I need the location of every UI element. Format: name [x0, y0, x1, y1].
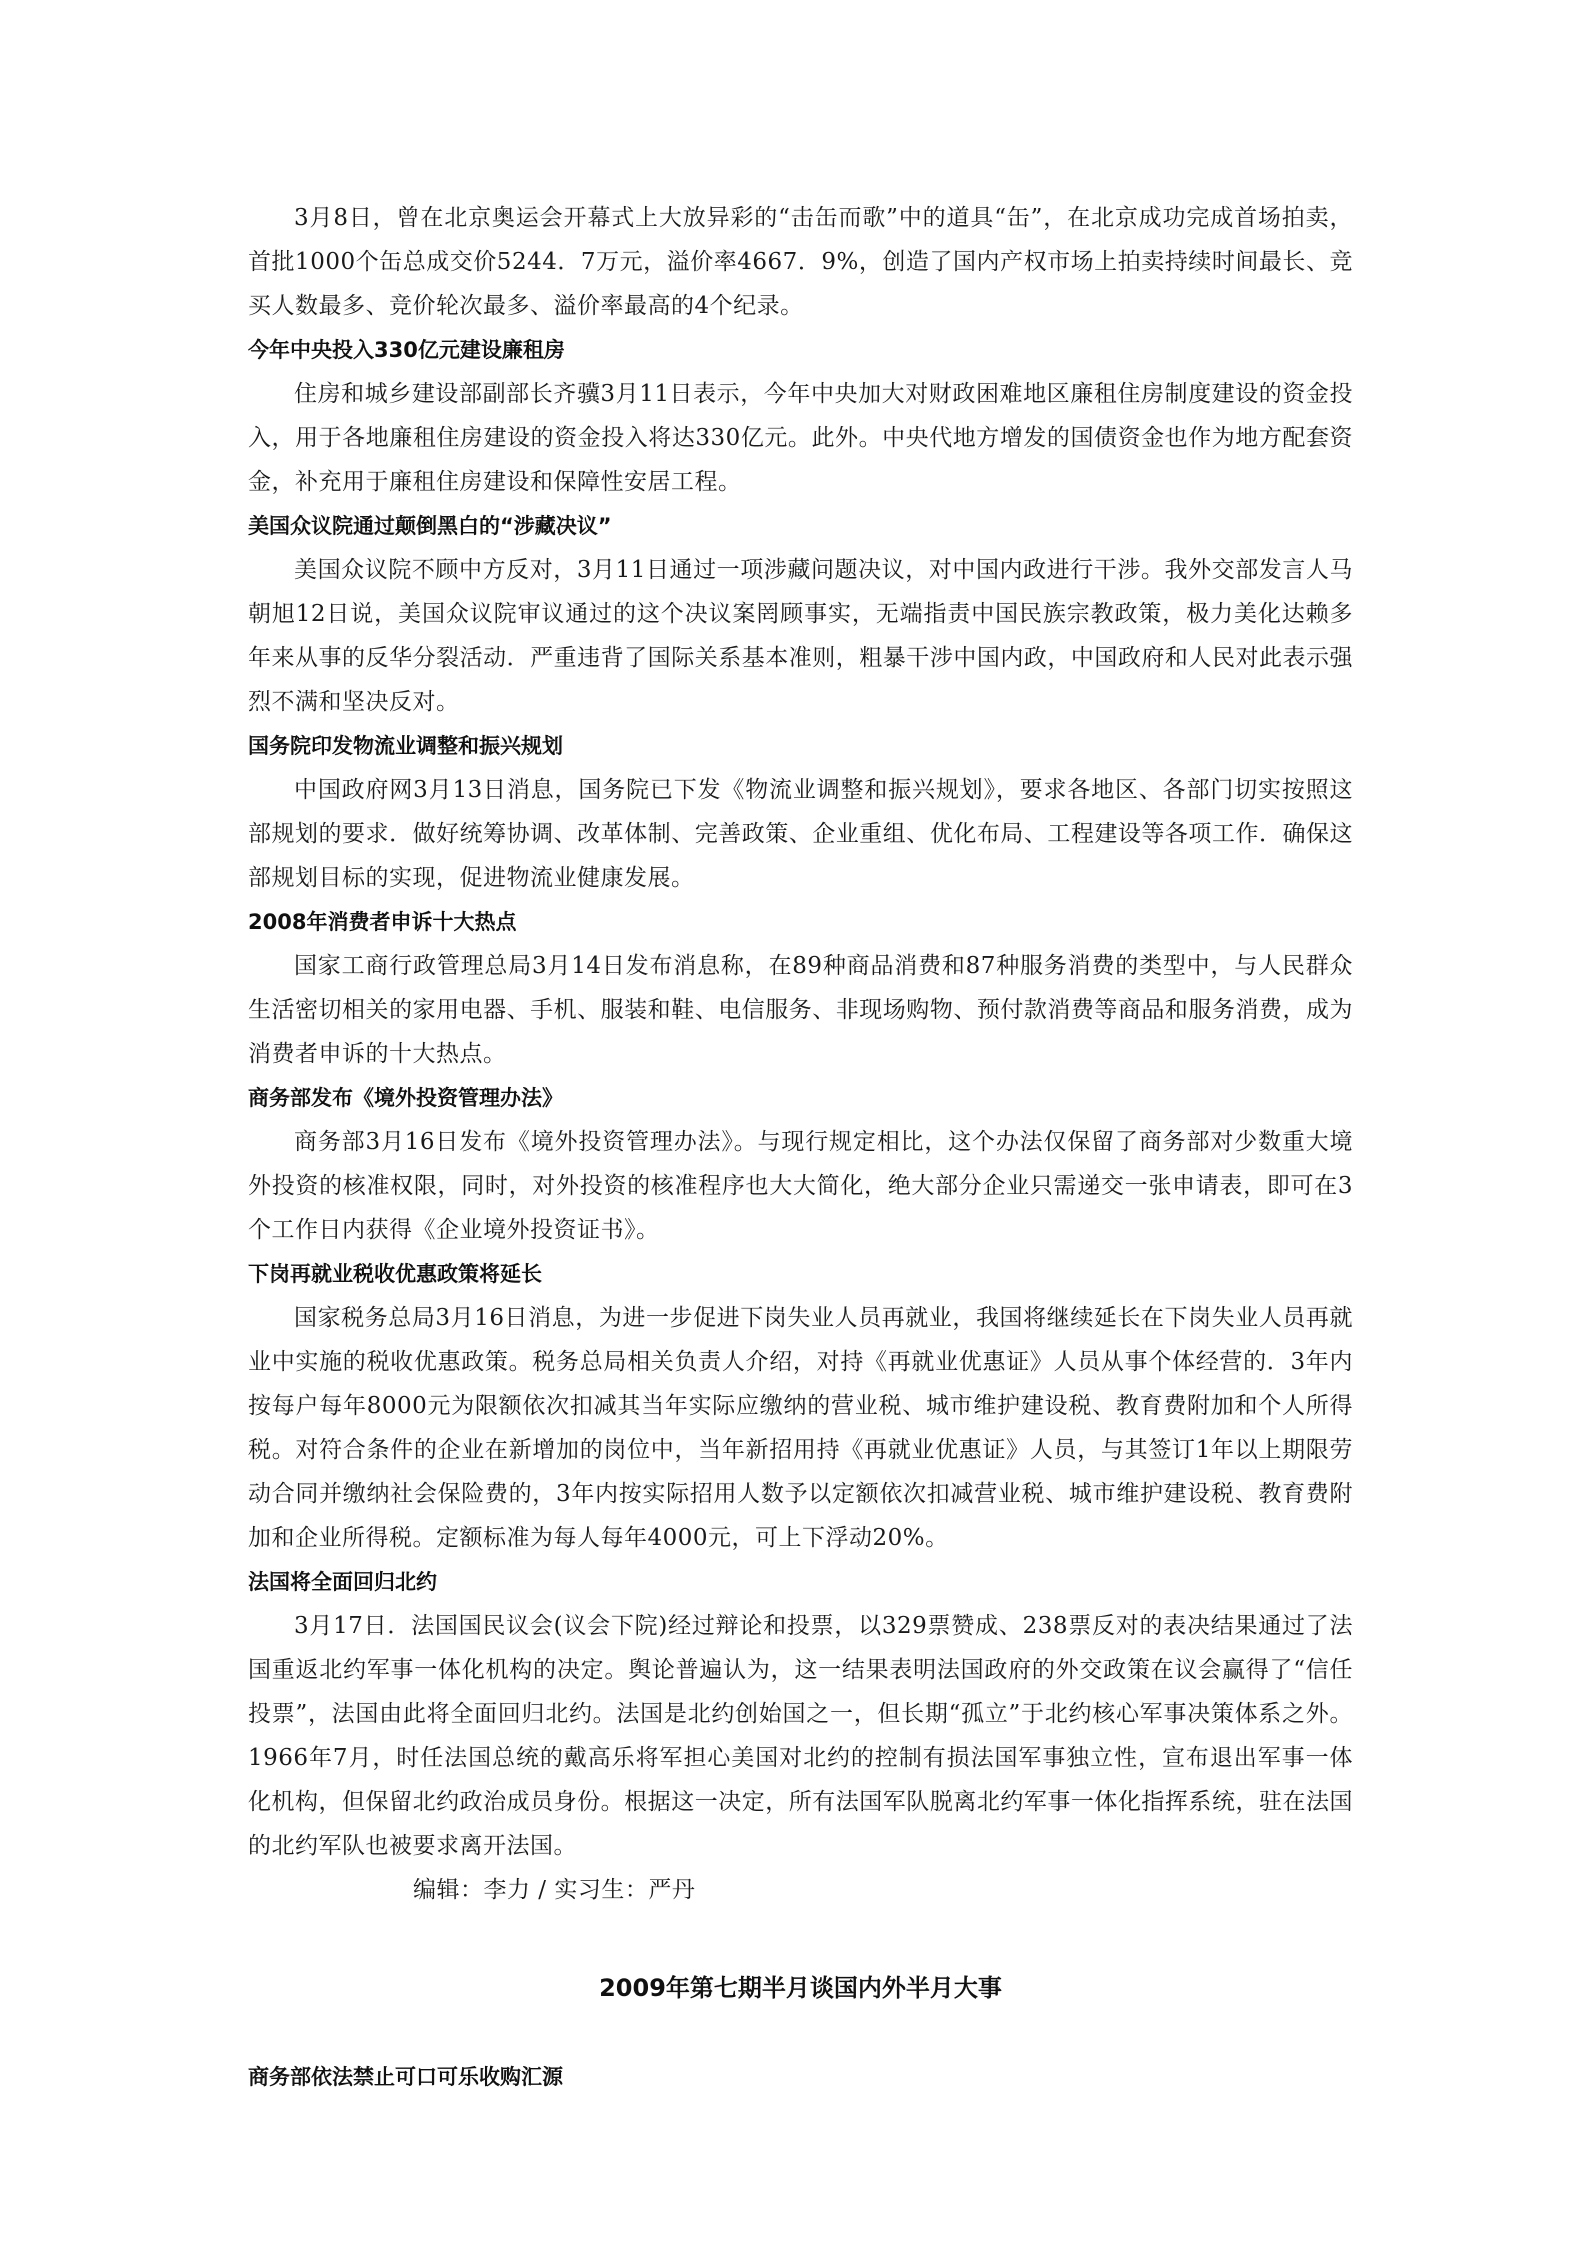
article-body: 国家工商行政管理总局3月14日发布消息称，在89种商品消费和87种服务消费的类型中，与人民群众生活密切相关的家用电器、手机、服装和鞋、电信服务、非现场购物、预付款消费等商品和服务消费，成为消费者申诉的十大热点。	[248, 953, 1353, 1067]
editor-credit: 编辑：李力 / 实习生：严丹	[413, 1877, 696, 1903]
article-column	[248, 196, 1353, 2099]
article-headline: 商务部发布《境外投资管理办法》	[248, 1086, 563, 1110]
next-article-headline: 商务部依法禁止可口可乐收购汇源	[248, 2065, 563, 2089]
article-body: 国家税务总局3月16日消息，为进一步促进下岗失业人员再就业，我国将继续延长在下岗失业人员再就业中实施的税收优惠政策。税务总局相关负责人介绍，对持《再就业优惠证》人员从事个体经营的．3年内按每户每年8000元为限额依次扣减其当年实际应缴纳的营业税、城市维护建设税、教育费附加和个人所得税。对符合条件的企业在新增加的岗位中，当年新招用持《再就业优惠证》人员，与其签订1年以上期限劳动合同并缴纳社会保险费的，3年内按实际招用人数予以定额依次扣减营业税、城市维护建设税、教育费附加和企业所得税。定额标准为每人每年4000元，可上下浮动20%。	[248, 1305, 1353, 1551]
article-headline: 美国众议院通过颠倒黑白的“涉藏决议”	[248, 514, 612, 538]
article-headline: 2008年消费者申诉十大热点	[248, 910, 517, 934]
article-body: 美国众议院不顾中方反对，3月11日通过一项涉藏问题决议，对中国内政进行干涉。我外交部发言人马朝旭12日说，美国众议院审议通过的这个决议案罔顾事实，无端指责中国民族宗教政策，极力美化达赖多年来从事的反华分裂活动．严重违背了国际关系基本准则，粗暴干涉中国内政，中国政府和人民对此表示强烈不满和坚决反对。	[248, 557, 1353, 715]
article-body: 商务部3月16日发布《境外投资管理办法》。与现行规定相比，这个办法仅保留了商务部对少数重大境外投资的核准权限，同时，对外投资的核准程序也大大简化，绝大部分企业只需递交一张申请表，即可在3个工作日内获得《企业境外投资证书》。	[248, 1129, 1353, 1243]
article-headline: 国务院印发物流业调整和振兴规划	[248, 734, 563, 758]
intro-paragraph: 3月8日，曾在北京奥运会开幕式上大放异彩的“击缶而歌”中的道具“缶”，在北京成功完成首场拍卖，首批1000个缶总成交价5244．7万元，溢价率4667．9%，创造了国内产权市场上拍卖持续时间最长、竞买人数最多、竞价轮次最多、溢价率最高的4个纪录。	[248, 205, 1353, 319]
article-body: 中国政府网3月13日消息，国务院已下发《物流业调整和振兴规划》，要求各地区、各部门切实按照这部规划的要求．做好统筹协调、改革体制、完善政策、企业重组、优化布局、工程建设等各项工作．确保这部规划目标的实现，促进物流业健康发展。	[248, 777, 1353, 891]
issue-title: 2009年第七期半月谈国内外半月大事	[599, 1974, 1002, 2002]
article-body: 住房和城乡建设部副部长齐骥3月11日表示，今年中央加大对财政困难地区廉租住房制度建设的资金投入，用于各地廉租住房建设的资金投入将达330亿元。此外。中央代地方增发的国债资金也作为地方配套资金，补充用于廉租住房建设和保障性安居工程。	[248, 381, 1353, 495]
article-headline: 法国将全面回归北约	[248, 1570, 437, 1594]
article-headline: 今年中央投入330亿元建设廉租房	[248, 338, 565, 362]
article-headline: 下岗再就业税收优惠政策将延长	[248, 1262, 542, 1286]
article-body: 3月17日．法国国民议会(议会下院)经过辩论和投票，以329票赞成、238票反对的表决结果通过了法国重返北约军事一体化机构的决定。舆论普遍认为，这一结果表明法国政府的外交政策在议会赢得了“信任投票”，法国由此将全面回归北约。法国是北约创始国之一，但长期“孤立”于北约核心军事决策体系之外。1966年7月，时任法国总统的戴高乐将军担心美国对北约的控制有损法国军事独立性，宣布退出军事一体化机构，但保留北约政治成员身份。根据这一决定，所有法国军队脱离北约军事一体化指挥系统，驻在法国的北约军队也被要求离开法国。	[248, 1613, 1353, 1859]
